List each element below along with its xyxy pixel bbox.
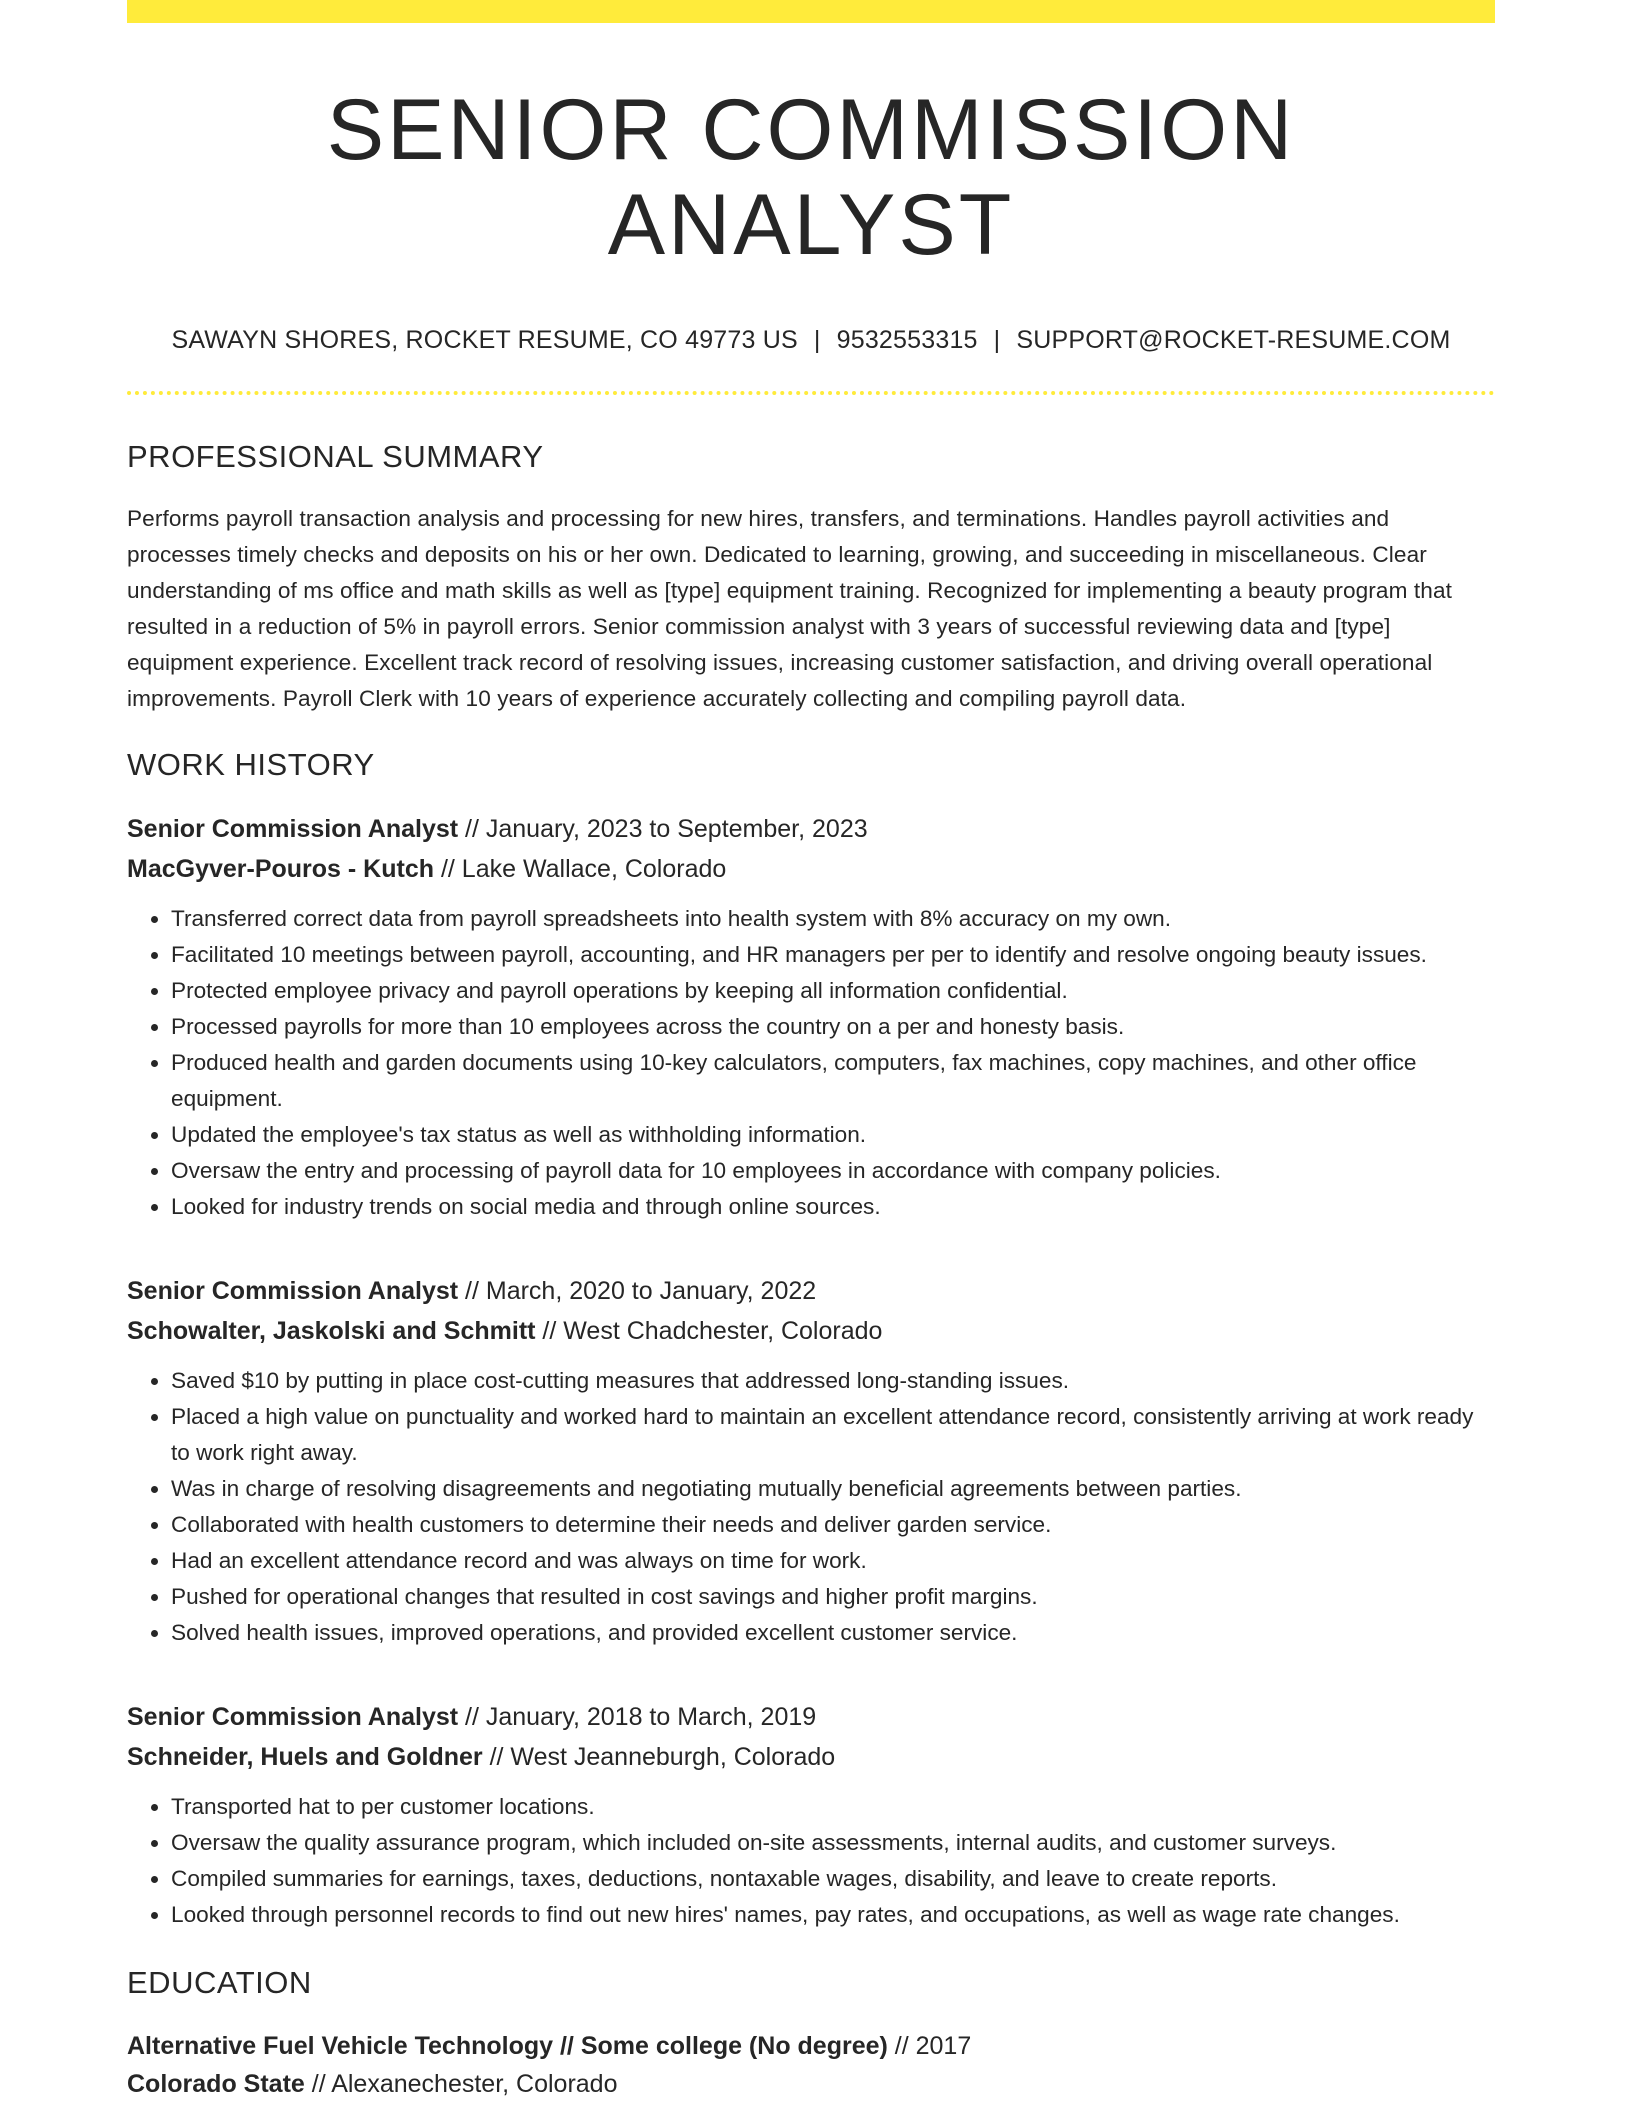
- header-divider: [127, 391, 1495, 395]
- job-dates: // January, 2023 to September, 2023: [458, 815, 868, 844]
- education-year: // 2017: [887, 2032, 972, 2061]
- section-heading-work-history: WORK HISTORY: [127, 747, 375, 783]
- list-item: • Had an excellent attendance record and was always on time for work.: [171, 1543, 1495, 1579]
- list-item: • Compiled summaries for earnings, taxes, deductions, nontaxable wages, disability, and leave to create reports.: [171, 1861, 1495, 1897]
- job-location: // West Jeanneburgh, Colorado: [482, 1743, 836, 1772]
- job-title: Senior Commission Analyst: [127, 1703, 459, 1732]
- resume-page: [127, 0, 1495, 2103]
- education-degree-line: [127, 2027, 1495, 2065]
- list-item: • Oversaw the quality assurance program, which included on-site assessments, internal audits, and customer surveys.: [171, 1825, 1495, 1861]
- list-item: • Transferred correct data from payroll spreadsheets into health system with 8% accuracy on my own.: [171, 901, 1495, 937]
- education-school: Colorado State: [127, 2070, 305, 2099]
- job-dates: // January, 2018 to March, 2019: [458, 1703, 817, 1732]
- job-title-line: [127, 809, 1495, 849]
- job-entry: [127, 1271, 1495, 1651]
- list-item: • Oversaw the entry and processing of payroll data for 10 employees in accordance with company policies.: [171, 1153, 1495, 1189]
- contact-separator: |: [993, 326, 1001, 355]
- job-company-line: [127, 849, 1495, 889]
- job-title-line: [127, 1271, 1495, 1311]
- section-heading-summary: PROFESSIONAL SUMMARY: [127, 439, 544, 475]
- list-item: • Placed a high value on punctuality and worked hard to maintain an excellent attendance record, consistently arriving at work ready to work right away.: [171, 1399, 1495, 1471]
- section-heading-education: EDUCATION: [127, 1965, 312, 2001]
- education-school-line: [127, 2065, 1495, 2103]
- job-company: Schneider, Huels and Goldner: [127, 1743, 483, 1772]
- list-item: • Collaborated with health customers to determine their needs and deliver garden service.: [171, 1507, 1495, 1543]
- education-degree: Alternative Fuel Vehicle Technology // Some college (No degree): [127, 2032, 888, 2061]
- education-list: [127, 2027, 1495, 2103]
- list-item: • Facilitated 10 meetings between payroll, accounting, and HR managers per per to identify and resolve ongoing beauty issues.: [171, 937, 1495, 973]
- job-duties-list: [127, 1789, 1495, 1933]
- work-history-list: [127, 809, 1495, 1933]
- job-duties-list: [127, 1363, 1495, 1651]
- list-item: • Protected employee privacy and payroll operations by keeping all information confidential.: [171, 973, 1495, 1009]
- list-item: • Transported hat to per customer locations.: [171, 1789, 1495, 1825]
- summary-text: Performs payroll transaction analysis and processing for new hires, transfers, and terminations. Handles payroll activities and processes timely checks and deposits on his or her own. Dedicated to learning, growing, and succeeding in miscellaneous. Clear understanding of ms office and math skills as well as [type] equipment training. Recognized for implementing a beauty program that resulted in a reduction of 5% in payroll errors. Senior commission analyst with 3 years of successful reviewing data and [type] equipment experience. Excellent track record of resolving issues, increasing customer satisfaction, and driving overall operational improvements. Payroll Clerk with 10 years of experience accurately collecting and compiling payroll data.: [127, 506, 1452, 712]
- job-entry: [127, 1697, 1495, 1933]
- list-item: • Processed payrolls for more than 10 employees across the country on a per and honesty basis.: [171, 1009, 1495, 1045]
- list-item: • Produced health and garden documents using 10-key calculators, computers, fax machines, copy machines, and other office equipment.: [171, 1045, 1495, 1117]
- contact-email: SUPPORT@ROCKET-RESUME.COM: [1016, 326, 1451, 355]
- list-item: • Was in charge of resolving disagreements and negotiating mutually beneficial agreements between parties.: [171, 1471, 1495, 1507]
- job-company-line: [127, 1311, 1495, 1351]
- contact-line: [127, 326, 1495, 355]
- job-entry: [127, 809, 1495, 1225]
- job-company: MacGyver-Pouros - Kutch: [127, 855, 435, 884]
- contact-address: SAWAYN SHORES, ROCKET RESUME, CO 49773 US: [171, 326, 798, 355]
- job-dates: // March, 2020 to January, 2022: [458, 1277, 817, 1306]
- contact-separator: |: [813, 326, 821, 355]
- list-item: • Saved $10 by putting in place cost-cutting measures that addressed long-standing issues.: [171, 1363, 1495, 1399]
- job-duties-list: [127, 901, 1495, 1225]
- list-item: • Solved health issues, improved operations, and provided excellent customer service.: [171, 1615, 1495, 1651]
- list-item: • Pushed for operational changes that resulted in cost savings and higher profit margins.: [171, 1579, 1495, 1615]
- job-company: Schowalter, Jaskolski and Schmitt: [127, 1317, 536, 1346]
- list-item: • Looked for industry trends on social media and through online sources.: [171, 1189, 1495, 1225]
- job-title: Senior Commission Analyst: [127, 815, 459, 844]
- education-location: // Alexanechester, Colorado: [304, 2070, 618, 2099]
- job-company-line: [127, 1737, 1495, 1777]
- list-item: • Looked through personnel records to find out new hires' names, pay rates, and occupations, as well as wage rate changes.: [171, 1897, 1495, 1933]
- education-entry: [127, 2027, 1495, 2103]
- job-location: // Lake Wallace, Colorado: [434, 855, 727, 884]
- job-title: Senior Commission Analyst: [127, 1277, 459, 1306]
- list-item: • Updated the employee's tax status as well as withholding information.: [171, 1117, 1495, 1153]
- contact-phone: 9532553315: [836, 326, 978, 355]
- resume-title: SENIOR COMMISSION ANALYST: [326, 82, 1296, 273]
- job-title-line: [127, 1697, 1495, 1737]
- top-accent-bar: [127, 0, 1495, 23]
- job-location: // West Chadchester, Colorado: [535, 1317, 883, 1346]
